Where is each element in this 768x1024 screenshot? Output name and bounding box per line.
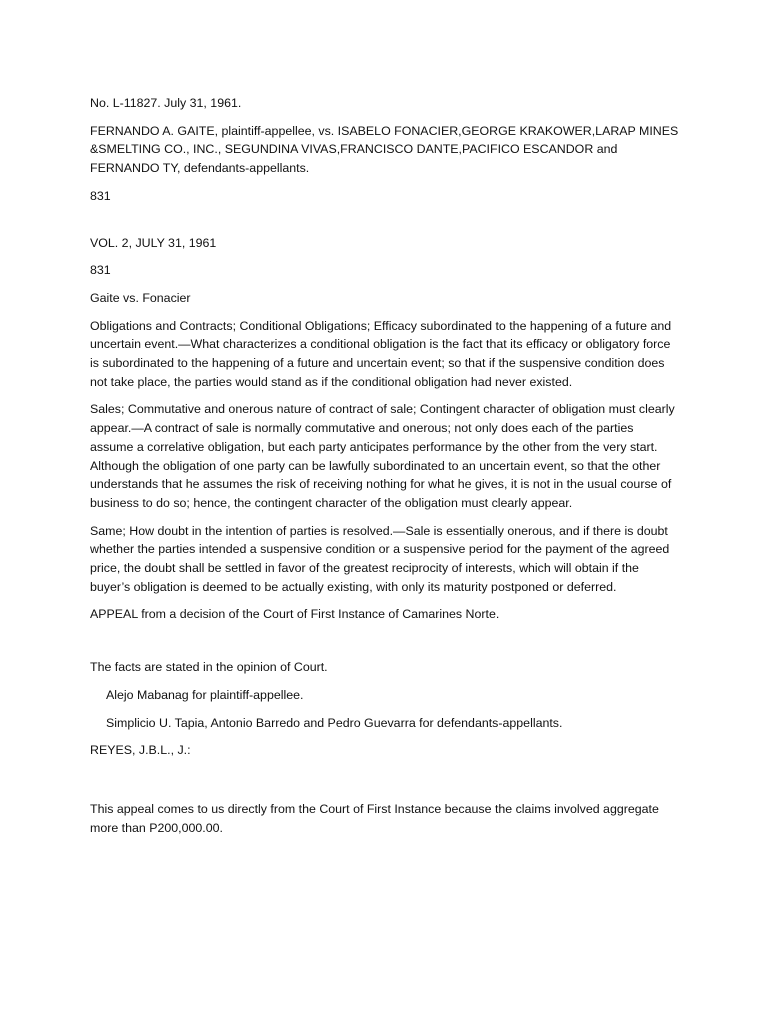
appeal-line: APPEAL from a decision of the Court of First Instance of Camarines Norte.	[90, 607, 500, 622]
counsel-appellants: Simplicio U. Tapia, Antonio Barredo and Pedro Guevarra for defendants-appellants.	[106, 715, 563, 730]
case-number: No. L-11827. July 31, 1961.	[90, 96, 242, 110]
syllabus-paragraph: Sales; Commutative and onerous nature of contract of sale; Contingent character of obligation must clearly appear.—A contract of sale is normally commutative and onerous; not only does each of the parties assume a correlative obligation, but each party anticipates performance by the other from the very start. Although the obligation of one party can be lawfully subordinated to an uncertain event, so that the other understands that he assumes the risk of receiving nothing for what he gives, it is not in the usual course of business to do so; hence, the contingent character of the obligation must clearly appear.	[90, 402, 675, 510]
syllabus-paragraph: Same; How doubt in the intention of parties is resolved.—Sale is essentially onerous, and if there is doubt whether the parties intended a suspensive condition or a suspensive period for the payment of the agreed price, the doubt shall be settled in favor of the greatest reciprocity of interests, which will obtain if the buyer’s obligation is deemed to be actually existing, with only its maturity postponed or deferred.	[90, 523, 670, 594]
counsel-appellee: Alejo Mabanag for plaintiff-appellee.	[106, 687, 304, 702]
case-parties: FERNANDO A. GAITE, plaintiff-appellee, vs. ISABELO FONACIER,GEORGE KRAKOWER,LARAP MINES &SMELTING CO., INC., SEGUNDINA VIVAS,FRANCISCO DANTE,PACIFICO ESCANDOR and FERNANDO TY, defendants-appellants.	[90, 123, 679, 176]
volume-header: VOL. 2, JULY 31, 1961	[90, 235, 217, 250]
opening-paragraph: This appeal comes to us directly from the Court of First Instance because the claims involved aggregate more than P200,000.00.	[90, 801, 659, 835]
page-number: 831	[90, 188, 111, 203]
short-title: Gaite vs. Fonacier	[90, 290, 191, 305]
page-number-header: 831	[90, 263, 111, 278]
facts-line: The facts are stated in the opinion of Court.	[90, 660, 328, 675]
document-page	[90, 94, 680, 846]
syllabus-paragraph: Obligations and Contracts; Conditional Obligations; Efficacy subordinated to the happening of a future and uncertain event.—What characterizes a conditional obligation is the fact that its efficacy or obligatory force is subordinated to the happening of a future and uncertain event; so that if the suspensive condition does not take place, the parties would stand as if the conditional obligation had never existed.	[90, 318, 672, 389]
ponente: REYES, J.B.L., J.:	[90, 743, 191, 758]
